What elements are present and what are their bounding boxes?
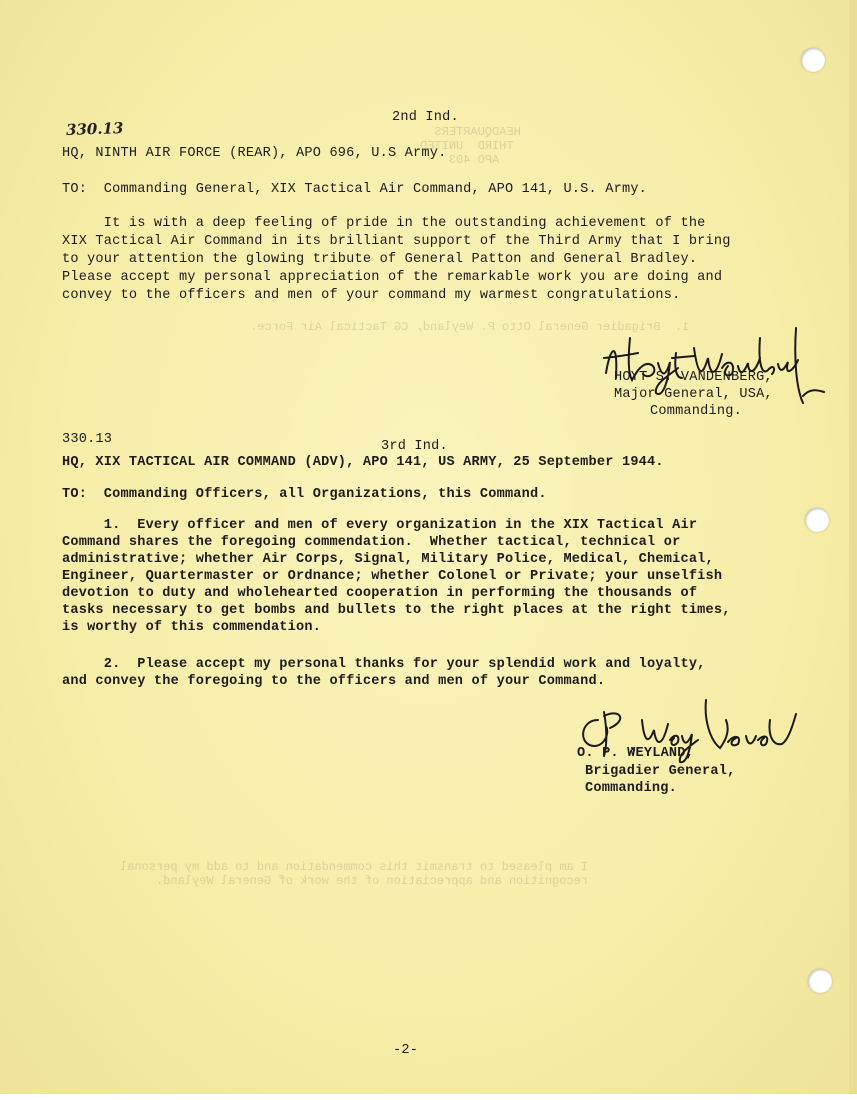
binder-hole-bottom xyxy=(808,969,832,993)
third-ind-heading: 3rd Ind. xyxy=(381,439,448,454)
second-ind-body-line: Please accept my personal appreciation of the remarkable work you are doing and xyxy=(62,270,723,285)
third-ind-para2-line: 2. Please accept my personal thanks for your splendid work and loyalty, xyxy=(62,657,706,672)
bleed-through-text: 1. Brigadier General Otto P. Weyland, CG Tactical Air Force. xyxy=(250,320,690,334)
third-ind-para1-line: administrative; whether Air Corps, Signal, Military Police, Medical, Chemical, xyxy=(62,552,714,567)
third-ind-to: TO: Commanding Officers, all Organizations, this Command. xyxy=(62,487,547,502)
third-ind-para1-line: 1. Every officer and men of every organization in the XIX Tactical Air xyxy=(62,518,698,533)
third-ind-signatory-name: O. P. WEYLAND, xyxy=(577,746,695,761)
second-ind-body-line: It is with a deep feeling of pride in the outstanding achievement of the xyxy=(62,216,706,231)
third-ind-from: HQ, XIX TACTICAL AIR COMMAND (ADV), APO 141, US ARMY, 25 September 1944. xyxy=(62,455,664,470)
second-ind-body-line: convey to the officers and men of your command my warmest congratulations. xyxy=(62,288,681,303)
bleed-through-text: I am pleased to transmit this commendation and to add my personal recognition and appreciation of the work of General Weyland. xyxy=(120,860,589,888)
paper-edge-bottom xyxy=(0,1094,857,1100)
page-number: -2- xyxy=(393,1043,419,1058)
binder-hole-middle xyxy=(805,508,829,532)
second-ind-from: HQ, NINTH AIR FORCE (REAR), APO 696, U.S Army. xyxy=(62,146,447,161)
paper-edge xyxy=(849,0,857,1100)
second-ind-signatory-role: Commanding. xyxy=(650,404,742,419)
third-ind-para2-line: and convey the foregoing to the officers and men of your Command. xyxy=(62,674,606,689)
third-ind-signatory-rank: Brigadier General, xyxy=(585,764,736,779)
third-ind-signatory-role: Commanding. xyxy=(585,781,677,796)
second-ind-heading: 2nd Ind. xyxy=(392,110,459,125)
second-ind-to: TO: Commanding General, XIX Tactical Air Command, APO 141, U.S. Army. xyxy=(62,182,648,197)
third-ind-para1-line: tasks necessary to get bombs and bullets to the right places at the right times, xyxy=(62,603,731,618)
file-number-handwritten: 330.13 xyxy=(65,119,124,139)
bleed-through-text: HEADQUARTERS THIRD UNITED APO 403 xyxy=(420,125,521,167)
second-ind-body-line: XIX Tactical Air Command in its brilliant support of the Third Army that I bring xyxy=(62,234,731,249)
binder-hole-top xyxy=(801,48,825,72)
third-ind-file-number: 330.13 xyxy=(62,432,113,447)
second-ind-body-line: to your attention the glowing tribute of General Patton and General Bradley. xyxy=(62,252,698,267)
third-ind-para1-line: is worthy of this commendation. xyxy=(62,620,322,635)
third-ind-para1-line: Command shares the foregoing commendation. Whether tactical, technical or xyxy=(62,535,681,550)
second-ind-signatory-rank: Major General, USA, xyxy=(614,387,773,402)
third-ind-para1-line: Engineer, Quartermaster or Ordnance; whether Colonel or Private; your unselfish xyxy=(62,569,723,584)
second-ind-signatory-name: HOYT S. VANDENBERG, xyxy=(614,370,773,385)
third-ind-para1-line: devotion to duty and wholehearted cooperation in performing the thousands of xyxy=(62,586,698,601)
